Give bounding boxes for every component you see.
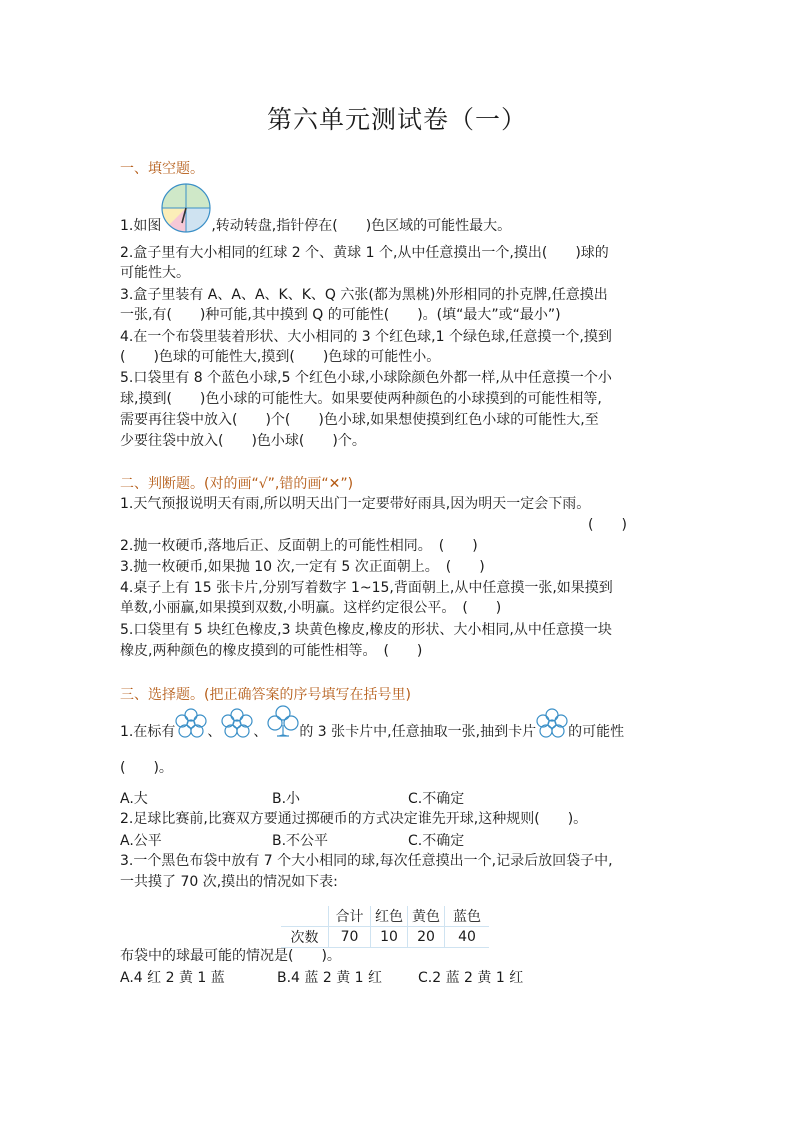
choice-c: C.2 蓝 2 黄 1 红 <box>418 970 524 986</box>
choice-c: C.不确定 <box>408 791 465 807</box>
question-1-5-line2: 球,摸到( )色小球的可能性大。如果要使两种颜色的小球摸到的可能性相等, <box>120 391 602 407</box>
question-1-5-line4: 少要往袋中放入( )色小球( )个。 <box>120 433 366 449</box>
flower-icon <box>536 708 568 744</box>
question-2-3: 3.抛一枚硬币,如果抛 10 次,一定有 5 次正面朝上。 ( ) <box>120 559 485 575</box>
table-row <box>281 927 489 948</box>
table-cell: 10 <box>371 927 408 948</box>
question-3-3-line1: 3.一个黑色布袋中放有 7 个大小相同的球,每次任意摸出一个,记录后放回袋子中, <box>120 853 613 869</box>
answer-paren: ( ) <box>588 517 627 533</box>
section-heading-fill-blank: 一、填空题。 <box>120 161 204 177</box>
choice-b: B.4 蓝 2 黄 1 红 <box>277 970 383 986</box>
section-heading-true-false: 二、判断题。(对的画“√”,错的画“✕”) <box>120 476 354 492</box>
question-2-5-line1: 5.口袋里有 5 块红色橡皮,3 块黄色橡皮,橡皮的形状、大小相同,从中任意摸一块 <box>120 622 612 638</box>
choice-a: A.大 <box>120 791 148 807</box>
spinner-icon <box>161 183 211 239</box>
table-header-cell: 红色 <box>371 906 408 927</box>
question-1-1 <box>120 213 511 239</box>
table-row-label: 次数 <box>281 927 329 948</box>
question-2-5-line2: 橡皮,两种颜色的橡皮摸到的可能性相等。 ( ) <box>120 643 423 659</box>
table-header-row <box>281 906 489 927</box>
question-1-2-line2: 可能性大。 <box>120 265 190 281</box>
question-1-5-line3: 需要再往袋中放入( )个( )色小球,如果想使摸到红色小球的可能性大,至 <box>120 412 599 428</box>
table-cell: 70 <box>329 927 371 948</box>
table-header-cell: 蓝色 <box>445 906 490 927</box>
flower-icon <box>175 708 207 744</box>
choice-a: A.公平 <box>120 833 162 849</box>
question-1-3-line2: 一张,有( )种可能,其中摸到 Q 的可能性( )。(填“最大”或“最小”) <box>120 307 561 323</box>
question-2-2: 2.抛一枚硬币,落地后正、反面朝上的可能性相同。 ( ) <box>120 538 478 554</box>
question-1-5-line1: 5.口袋里有 8 个蓝色小球,5 个红色小球,小球除颜色外都一样,从中任意摸一个小 <box>120 370 612 386</box>
question-2-4-line2: 单数,小丽赢,如果摸到双数,小明赢。这样约定很公平。 ( ) <box>120 600 502 616</box>
table-header-cell <box>281 906 329 927</box>
clover-icon <box>267 705 299 745</box>
choice-b: B.小 <box>272 791 301 807</box>
separator: 、 <box>207 724 222 740</box>
answer-paren: ( )。 <box>120 760 173 776</box>
table-header-cell: 黄色 <box>408 906 445 927</box>
question-3-3-line2: 一共摸了 70 次,摸出的情况如下表: <box>120 874 338 890</box>
question-text: 1.如图 <box>120 218 162 234</box>
question-3-3-line3: 布袋中的球最可能的情况是( )。 <box>120 948 341 964</box>
question-text: 的可能性 <box>568 724 625 740</box>
question-2-4-line1: 4.桌子上有 15 张卡片,分别写着数字 1~15,背面朝上,从中任意摸一张,如果摸到 <box>120 580 613 596</box>
table-cell: 40 <box>445 927 490 948</box>
tally-table <box>281 906 489 948</box>
choice-b: B.不公平 <box>272 833 329 849</box>
question-2-1-line1: 1.天气预报说明天有雨,所以明天出门一定要带好雨具,因为明天一定会下雨。 <box>120 496 591 512</box>
page-title: 第六单元测试卷（一） <box>266 105 527 134</box>
table-header-cell: 合计 <box>329 906 371 927</box>
question-3-1-line1 <box>120 719 624 745</box>
question-3-2: 2.足球比赛前,比赛双方要通过掷硬币的方式决定谁先开球,这种规则( )。 <box>120 811 588 827</box>
question-text: ,转动转盘,指针停在( )色区域的可能性最大。 <box>211 218 512 234</box>
question-1-3-line1: 3.盒子里装有 A、A、A、K、K、Q 六张(都为黑桃)外形相同的扑克牌,任意摸出 <box>120 287 608 303</box>
section-heading-multiple-choice: 三、选择题。(把正确答案的序号填写在括号里) <box>120 687 411 703</box>
question-1-4-line1: 4.在一个布袋里装着形状、大小相同的 3 个红色球,1 个绿色球,任意摸一个,摸到 <box>120 329 612 345</box>
table-cell: 20 <box>408 927 445 948</box>
question-text: 的 3 张卡片中,任意抽取一张,抽到卡片 <box>299 724 537 740</box>
choice-a: A.4 红 2 黄 1 蓝 <box>120 970 225 986</box>
question-text: 1.在标有 <box>120 724 176 740</box>
flower-icon <box>221 708 253 744</box>
separator: 、 <box>253 724 268 740</box>
question-1-2-line1: 2.盒子里有大小相同的红球 2 个、黄球 1 个,从中任意摸出一个,摸出( )球的 <box>120 245 609 261</box>
choice-c: C.不确定 <box>408 833 465 849</box>
question-1-4-line2: ( )色球的可能性大,摸到( )色球的可能性小。 <box>120 349 441 365</box>
